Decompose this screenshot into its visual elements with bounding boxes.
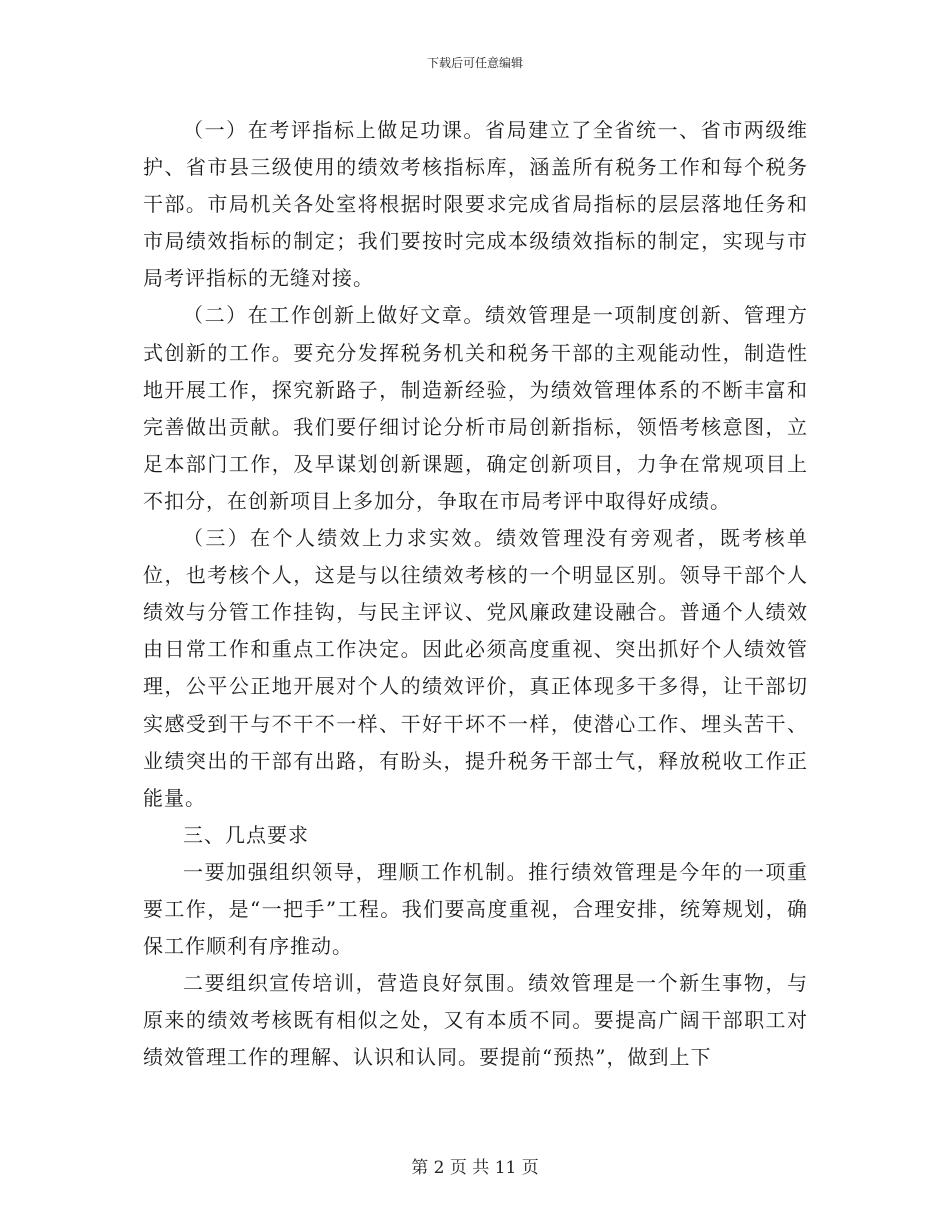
paragraph-1: （一）在考评指标上做足功课。省局建立了全省统一、省市两级维护、省市县三级使用的绩效考核指标库，涵盖所有税务工作和每个税务干部。市局机关各处室将根据时限要求完成省局指标的层层落地任务和市局绩效指标的制定；我们要按时完成本级绩效指标的制定，实现与市局考评指标的无缝对接。 [143, 118, 808, 291]
paragraph-2: （二）在工作创新上做好文章。绩效管理是一项制度创新、管理方式创新的工作。要充分发挥税务机关和税务干部的主观能动性，制造性地开展工作，探究新路子，制造新经验，为绩效管理体系的不断丰富和完善做出贡献。我们要仔细讨论分析市局创新指标，领悟考核意图，立足本部门工作，及早谋划创新课题，确定创新项目，力争在常规项目上不扣分，在创新项目上多加分，争取在市局考评中取得好成绩。 [143, 303, 808, 513]
paragraph-3: （三）在个人绩效上力求实效。绩效管理没有旁观者，既考核单位，也考核个人，这是与以往绩效考核的一个明显区别。领导干部个人绩效与分管工作挂钩，与民主评议、党风廉政建设融合。普通个人绩效由日常工作和重点工作决定。因此必须高度重视、突出抓好个人绩效管理，公平公正地开展对个人的绩效评价，真正体现多干多得，让干部切实感受到干与不干不一样、干好干坏不一样，使潜心工作、埋头苦干、业绩突出的干部有出路，有盼头，提升税务干部士气，释放税收工作正能量。 [143, 526, 808, 810]
page-number: 第 2 页 共 11 页 [411, 1158, 539, 1178]
document-body [143, 112, 808, 1076]
header-note: 下载后可任意编辑 [426, 56, 523, 70]
section-heading: 三、几点要求 [183, 822, 309, 847]
paragraph-4: 一要加强组织领导，理顺工作机制。推行绩效管理是今年的一项重要工作，是“一把手”工程。我们要高度重视，合理安排，统筹规划，确保工作顺利有序推动。 [143, 859, 808, 959]
paragraph-5: 二要组织宣传培训，营造良好氛围。绩效管理是一个新生事物，与原来的绩效考核既有相似之处，又有本质不同。要提高广阔干部职工对绩效管理工作的理解、认识和认同。要提前“预热”，做到上下 [143, 971, 808, 1070]
